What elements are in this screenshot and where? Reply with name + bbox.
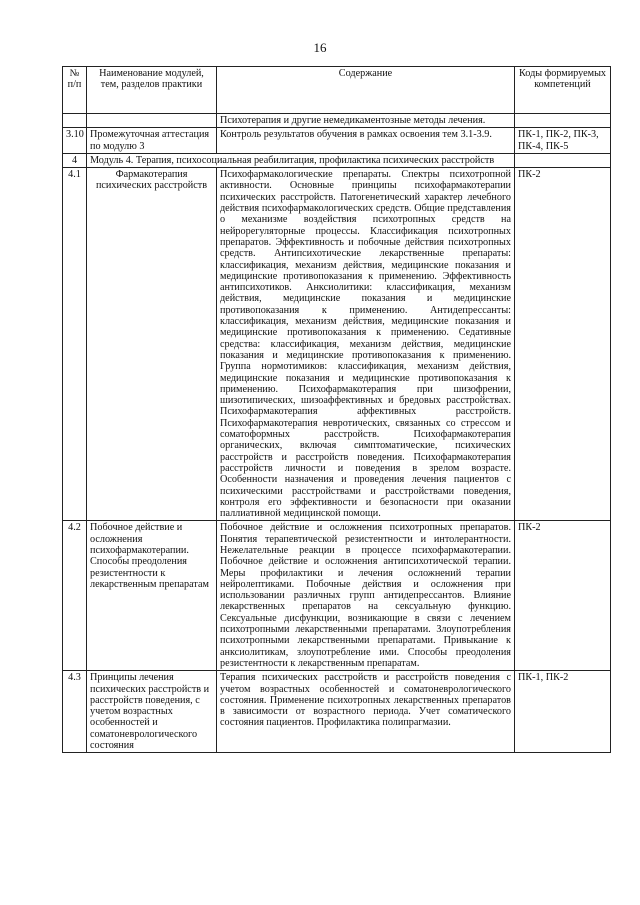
row-num: 3.10 [63, 128, 87, 154]
row-content: Контроль результатов обучения в рамках освоения тем 3.1-3.9. [217, 128, 515, 154]
curriculum-table [62, 66, 611, 753]
row-content: Психофармакологические препараты. Спектры психотропной активности. Основные принципы психофармакотерапии психических расстройств. Патогенетический характер лечебного действия психофармакологических средств. Общие представления о механизме воздействия психотропных средств на нейрорегуляторные процессы. Классификация психотропных препаратов. Эффективность и побочные действия психотропных средств. Антипсихотические лекарственные препараты: классификация, механизм действия, медицинские показания и медицинские противопоказания к применению. Эффективность антипсихотиков. Анксиолитики: классификация, механизм действия, медицинские показания и медицинские противопоказания к применению. Антидепрессанты: классификация, механизм действия, медицинские показания и медицинские противопоказания к применению. Седативные средства: классификация, механизм действия, медицинские показания и медицинские противопоказания к применению. Группа нормотимиков: классификация, механизм действия, медицинские показания и медицинские противопоказания к применению. Психофармакотерапия при шизофрении, шизотипических, шизоаффективных и бредовых расстройствах. Психофармакотерапия аффективных расстройств. Психофармакотерапия невротических, связанных со стрессом и соматоформных расстройств. Психофармакотерапия органических, включая симптоматические, психических расстройств и расстройств поведения. Психофармакотерапия расстройств личности и поведения в зрелом возрасте. Особенности назначения и проведения лечения пациентов с психическими расстройствами и расстройствами поведения, контроля его эффективности и безопасности при оказании паллиативной медицинской помощи. [217, 168, 515, 521]
table-row-4-3 [63, 671, 611, 753]
module-num: 4 [63, 153, 87, 167]
row-name: Фармакотерапия психических расстройств [87, 168, 217, 521]
header-name: Наименование модулей, тем, разделов практики [87, 67, 217, 114]
row-content: Терапия психических расстройств и расстройств поведения с учетом возрастных особенностей и соматоневрологического состояния. Применение психотропных лекарственных препаратов в зависимости от возрастного периода. Учет соматического состояния пациентов. Профилактика полипрагмазии. [217, 671, 515, 753]
table-row-continuation [63, 114, 611, 128]
table-row-3-10 [63, 128, 611, 154]
row-codes: ПК-2 [515, 168, 611, 521]
row-codes: ПК-1, ПК-2, ПК-3, ПК-4, ПК-5 [515, 128, 611, 154]
page-number: 16 [313, 40, 327, 55]
row-name: Побочное действие и осложнения психофармакотерапии. Способы преодоления резистентности к лекарственным препаратам [87, 521, 217, 671]
row-name: Промежуточная аттестация по модулю 3 [87, 128, 217, 154]
table-row-module-4 [63, 153, 611, 167]
row-num: 4.3 [63, 671, 87, 753]
module-title: Модуль 4. Терапия, психосоциальная реабилитация, профилактика психических расстройств [87, 153, 515, 167]
row-content: Психотерапия и другие немедикаментозные методы лечения. [217, 114, 515, 128]
row-num: 4.1 [63, 168, 87, 521]
header-num: № п/п [63, 67, 87, 114]
header-content: Содержание [217, 67, 515, 114]
table-row-4-1 [63, 168, 611, 521]
row-num: 4.2 [63, 521, 87, 671]
row-codes: ПК-1, ПК-2 [515, 671, 611, 753]
table-row-4-2 [63, 521, 611, 671]
header-codes: Коды формируемых компетенций [515, 67, 611, 114]
row-codes: ПК-2 [515, 521, 611, 671]
row-name: Принципы лечения психических расстройств и расстройств поведения, с учетом возрастных особенностей и соматоневрологического состояния [87, 671, 217, 753]
row-content: Побочное действие и осложнения психотропных препаратов. Понятия терапевтической резистентности и интолерантности. Нежелательные реакции в процессе психофармакотерапии. Побочное действие и осложнения антипсихотической терапии. Меры профилактики и лечения осложнений терапии нейролептиками. Побочные действия и осложнения при использовании различных групп антидепрессантов. Влияние лекарственных препаратов на сексуальную функцию. Сексуальные дисфункции, возникающие в связи с лечением психотропными лекарственными препаратами. Злоупотребления психотропными лекарственными препаратами. Привыкание к анксиолитикам, злоупотребление ими. Способы преодоления резистентности к лекарственным препаратам. [217, 521, 515, 671]
table-header-row [63, 67, 611, 114]
